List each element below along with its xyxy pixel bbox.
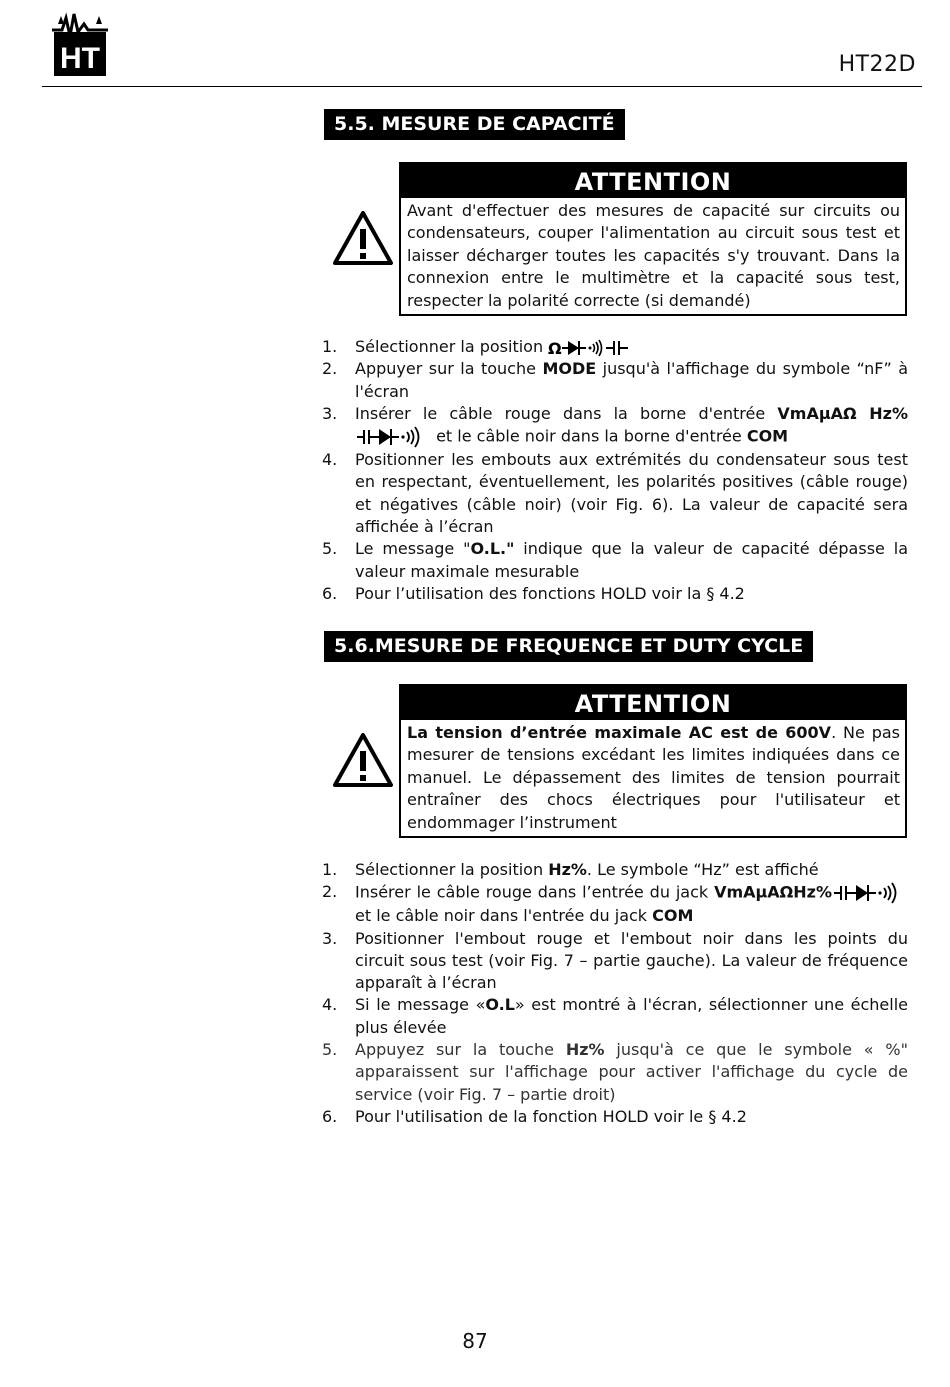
attention-box (399, 162, 907, 316)
header-divider (42, 86, 922, 87)
attention-text: Avant d'effectuer des mesures de capacité sur circuits ou condensateurs, couper l'alimentation au circuit sous test et laisser décharger toutes les capacités s'y trouvant. Dans la connexion entre le multimètre et la capacité sous test, respecter la polarité correcte (si demandé) (407, 201, 900, 310)
list-item: 2. Insérer le câble rouge dans l’entrée du jack VmAµAΩHz% et le câble noir dans l'entrée du jack COM (322, 881, 908, 927)
svg-text:Ω: Ω (548, 338, 562, 358)
frequency-steps (322, 859, 908, 1128)
svg-text:HT: HT (60, 42, 100, 75)
terminal-symbol-icon (355, 425, 431, 449)
list-item: 3. Insérer le câble rouge dans la borne d'entrée VmAµAΩ Hz% et le câble noir dans la borne d'entrée COM (322, 403, 908, 449)
function-selector-symbol-icon (548, 338, 634, 358)
list-item: 6. Pour l’utilisation des fonctions HOLD voir la § 4.2 (322, 583, 745, 603)
list-item: 1. Sélectionner la position Ω (322, 336, 908, 358)
list-item: 2. Appuyer sur la touche MODE jusqu'à l'affichage du symbole “nF” à l'écran (322, 359, 909, 401)
terminal-symbol-icon (832, 881, 908, 905)
list-item: 4. Positionner les embouts aux extrémités du condensateur sous test en respectant, éventuellement, les polarités positives (câble rouge) et négatives (câble noir) (voir Fig. 6). La valeur de capacité sera affichée à l’écran (322, 450, 908, 537)
ht-logo (50, 10, 110, 78)
attention-title: ATTENTION (401, 686, 905, 720)
list-item: 5. Appuyez sur la touche Hz% jusqu'à ce que le symbole « %" apparaissent sur l'affichage pour activer l'affichage du cycle de service (voir Fig. 7 – partie droit) (322, 1040, 908, 1104)
attention-title: ATTENTION (401, 164, 905, 198)
capacitance-steps (322, 336, 908, 605)
list-item: 6. Pour l'utilisation de la fonction HOLD voir le § 4.2 (322, 1106, 747, 1126)
list-item: 3. Positionner l'embout rouge et l'embout noir dans les points du circuit sous test (voir Fig. 7 – partie gauche). La valeur de fréquence apparaît à l’écran (322, 928, 908, 993)
section-title-capacitance: 5.5. MESURE DE CAPACITÉ (324, 109, 625, 140)
model-name: HT22D (838, 52, 916, 77)
warning-triangle-icon (332, 732, 394, 788)
section-title-frequency: 5.6.MESURE DE FREQUENCE ET DUTY CYCLE (324, 631, 813, 662)
list-item: 1. Sélectionner la position Hz%. Le symbole “Hz” est affiché (322, 860, 819, 879)
page-number: 87 (462, 1329, 488, 1353)
attention-text: La tension d’entrée maximale AC est de 600V. Ne pas mesurer de tensions excédant les limites indiquées dans ce manuel. Le dépassement des limites de tension pourrait entraîner des chocs électriques pour l'utilisateur et endommager l’instrument (407, 723, 900, 832)
list-item: 4. Si le message «O.L» est montré à l'écran, sélectionner une échelle plus élevée (322, 995, 909, 1037)
warning-triangle-icon (332, 210, 394, 266)
list-item: 5. Le message "O.L." indique que la valeur de capacité dépasse la valeur maximale mesurable (322, 539, 908, 581)
attention-box (399, 684, 907, 838)
